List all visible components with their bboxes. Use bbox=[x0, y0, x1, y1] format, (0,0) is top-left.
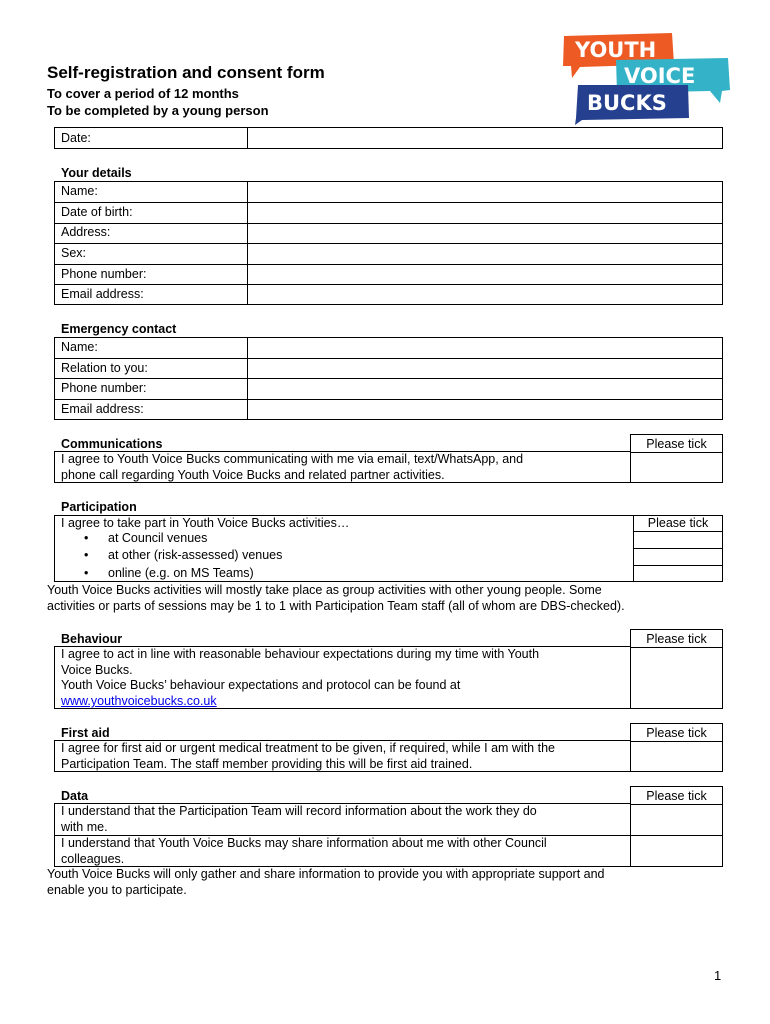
your-details-address-label: Address: bbox=[61, 225, 111, 239]
emergency-name-label: Name: bbox=[61, 340, 98, 354]
behaviour-statement: I agree to act in line with reasonable behaviour expectations during my time with Youth Voice Bucks. Youth Voice Bucks’ behaviour expectations and protocol can be found at bbox=[61, 647, 540, 692]
data-record-statement: I understand that the Participation Team will record information about the work they do with me. bbox=[61, 804, 537, 834]
page-number: 1 bbox=[714, 968, 722, 983]
participation-note: Youth Voice Bucks activities will mostly take place as group activities with other young people. Some activities or parts of sessions may be 1 to 1 with Participation Team staff (all of whom are DBS-checked). bbox=[47, 583, 625, 613]
phone-number-field[interactable] bbox=[248, 264, 722, 284]
tick-box-other-venues[interactable] bbox=[634, 549, 722, 564]
address-field[interactable] bbox=[248, 223, 722, 243]
data-share-tick-box[interactable] bbox=[632, 835, 721, 865]
tick-box-council-venues[interactable] bbox=[634, 532, 722, 547]
participation-bullet: • bbox=[84, 531, 89, 545]
participation-heading: Participation bbox=[61, 500, 137, 514]
communications-heading: Communications bbox=[61, 437, 163, 451]
emergency-phone-field[interactable] bbox=[248, 379, 722, 399]
tick-box-online[interactable] bbox=[634, 566, 722, 581]
your-details-name-label: Name: bbox=[61, 184, 98, 198]
emergency-phone-label: Phone number: bbox=[61, 381, 147, 395]
participation-tick-label: Please tick bbox=[647, 516, 709, 530]
date-of-birth-field[interactable] bbox=[248, 203, 722, 223]
behaviour-heading: Behaviour bbox=[61, 632, 123, 646]
data-note: Youth Voice Bucks will only gather and share information to provide you with appropriate support and enable you to participate. bbox=[47, 867, 605, 897]
first-aid-tick-box[interactable] bbox=[632, 741, 721, 771]
emergency-relation-field[interactable] bbox=[248, 358, 722, 378]
name-field[interactable] bbox=[248, 182, 722, 202]
emergency-name-field[interactable] bbox=[248, 338, 722, 358]
email-address-field[interactable] bbox=[248, 285, 722, 305]
participation-option-other-venues: at other (risk-assessed) venues bbox=[108, 548, 283, 562]
communications-statement: I agree to Youth Voice Bucks communicating with me via email, text/WhatsApp, and phone call regarding Youth Voice Bucks and related partner activities. bbox=[61, 452, 524, 482]
participation-option-online: online (e.g. on MS Teams) bbox=[108, 566, 254, 580]
emergency-email-label: Email address: bbox=[61, 402, 144, 416]
first-aid-statement: I agree for first aid or urgent medical treatment to be given, if required, while I am with the Participation Team. The staff member providing this will be first aid trained. bbox=[61, 741, 555, 771]
sex-field[interactable] bbox=[248, 244, 722, 264]
communications-tick-box[interactable] bbox=[632, 452, 721, 482]
emergency-email-field[interactable] bbox=[248, 399, 722, 419]
communications-tick-label: Please tick bbox=[646, 437, 707, 451]
logo-word-youth: YOUTH bbox=[575, 38, 657, 62]
participation-option-council-venues: at Council venues bbox=[108, 531, 208, 545]
first-aid-heading: First aid bbox=[61, 726, 110, 740]
your-details-heading: Your details bbox=[61, 166, 132, 180]
first-aid-tick-label: Please tick bbox=[646, 726, 707, 740]
youth-voice-bucks-logo bbox=[560, 30, 735, 125]
date-field[interactable] bbox=[248, 128, 722, 148]
form-subtitle-period: To cover a period of 12 months bbox=[47, 86, 239, 101]
emergency-contact-heading: Emergency contact bbox=[61, 322, 177, 336]
data-record-tick-box[interactable] bbox=[632, 804, 721, 834]
logo-word-bucks: BUCKS bbox=[587, 91, 667, 115]
behaviour-tick-label: Please tick bbox=[646, 632, 707, 646]
form-title: Self-registration and consent form bbox=[47, 63, 325, 82]
data-share-statement: I understand that Youth Voice Bucks may share information about me with other Council colleagues. bbox=[61, 836, 547, 866]
your-details-sex-label: Sex: bbox=[61, 246, 87, 260]
your-details-dob-label: Date of birth: bbox=[61, 205, 133, 219]
form-subtitle-audience: To be completed by a young person bbox=[47, 103, 269, 118]
participation-bullet: • bbox=[84, 548, 89, 562]
behaviour-tick-box[interactable] bbox=[632, 647, 721, 708]
participation-bullet: • bbox=[84, 566, 89, 580]
date-label: Date: bbox=[61, 131, 91, 145]
data-heading: Data bbox=[61, 789, 89, 803]
data-tick-label: Please tick bbox=[646, 789, 707, 803]
participation-intro: I agree to take part in Youth Voice Bucks activities… bbox=[61, 516, 350, 530]
your-details-email-label: Email address: bbox=[61, 287, 144, 301]
youth-voice-bucks-website-link[interactable]: www.youthvoicebucks.co.uk bbox=[61, 694, 217, 708]
logo-word-voice: VOICE bbox=[624, 64, 696, 88]
emergency-relation-label: Relation to you: bbox=[61, 361, 148, 375]
your-details-phone-label: Phone number: bbox=[61, 267, 147, 281]
